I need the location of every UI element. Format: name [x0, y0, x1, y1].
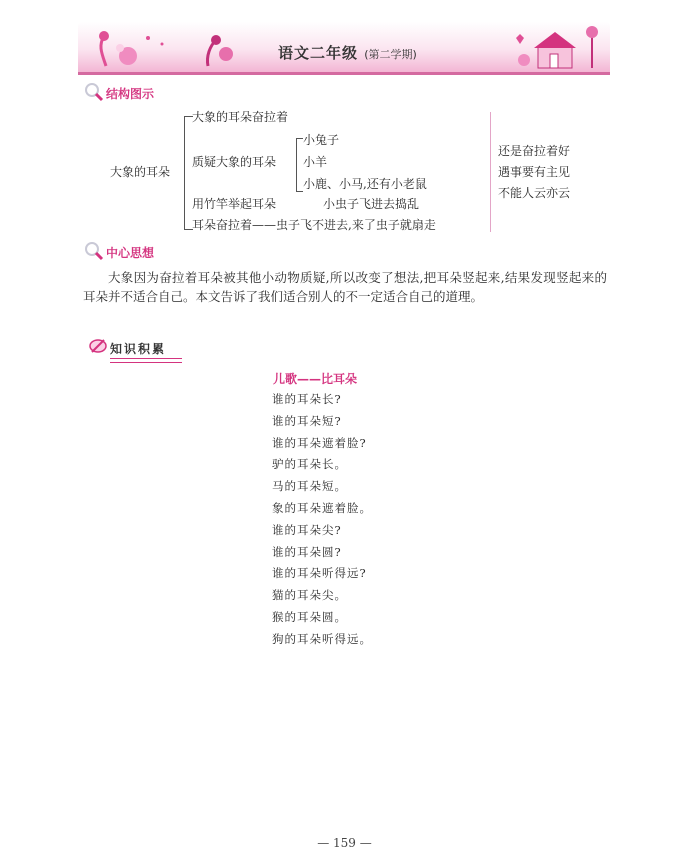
knowledge-underline — [110, 358, 182, 363]
pencil-icon — [88, 336, 108, 356]
structure-branch-3: 用竹竿举起耳朵 — [192, 197, 277, 211]
central-idea-paragraph — [83, 268, 607, 306]
header-rule — [78, 72, 610, 75]
structure-conclusion-3: 不能人云亦云 — [498, 186, 571, 200]
book-title: 语文二年级 — [278, 44, 359, 62]
section-title-structure: 结构图示 — [106, 87, 155, 101]
poem-line: 驴的耳朵长。 — [272, 457, 347, 472]
central-idea-text: 大象因为奋拉着耳朵被其他小动物质疑,所以改变了想法,把耳朵竖起来,结果发现竖起来的耳朵并不适合自己。本文告诉了我们适合别人的不一定适合自己的道理。 — [83, 270, 607, 304]
poem-line: 谁的耳朵长? — [272, 392, 342, 406]
page-number: — 159 — — [317, 836, 372, 850]
poem-line: 谁的耳朵圆? — [272, 544, 342, 559]
structure-bracket-main — [184, 116, 193, 230]
structure-conclusion-1: 还是奋拉着好 — [498, 144, 571, 158]
structure-branch-2: 质疑大象的耳朵 — [192, 155, 277, 169]
flower-decoration-icon — [88, 26, 238, 72]
structure-conclusion-2: 遇事要有主见 — [498, 165, 571, 179]
semester-label: (第二学期) — [364, 48, 417, 61]
poem-title: 儿歌——比耳朵 — [273, 372, 358, 386]
poem-line: 谁的耳朵遮着脸? — [272, 435, 367, 450]
poem-line: 猴的耳朵圆。 — [272, 609, 347, 624]
poem-line: 象的耳朵遮着脸。 — [272, 500, 372, 515]
structure-branch-3-result: 小虫子飞进去捣乱 — [323, 197, 420, 211]
house-decoration-icon — [508, 22, 608, 72]
structure-sub-2: 小羊 — [303, 155, 328, 169]
magnifier-icon — [84, 82, 104, 102]
section-title-central-idea: 中心思想 — [106, 246, 155, 260]
poem-body — [272, 389, 372, 651]
structure-branch-4: 耳朵奋拉着——虫子飞不进去,来了虫子就扇走 — [192, 218, 436, 232]
structure-sub-1: 小兔子 — [303, 133, 340, 147]
poem-line: 谁的耳朵听得远? — [272, 566, 367, 581]
poem-line: 猫的耳朵尖。 — [272, 588, 347, 603]
magnifier-icon — [84, 241, 104, 261]
structure-sub-3: 小鹿、小马,还有小老鼠 — [303, 177, 427, 191]
poem-line: 谁的耳朵短? — [272, 413, 342, 428]
section-title-knowledge: 知识积累 — [110, 342, 167, 356]
structure-branch-1: 大象的耳朵奋拉着 — [192, 110, 289, 124]
poem-line: 马的耳朵短。 — [272, 479, 347, 494]
structure-root: 大象的耳朵 — [110, 165, 171, 179]
poem-line: 狗的耳朵听得远。 — [272, 631, 372, 646]
poem-line: 谁的耳朵尖? — [272, 522, 342, 537]
page-header — [78, 22, 610, 74]
structure-bracket-sub — [296, 138, 303, 192]
header-title — [278, 42, 417, 63]
structure-divider — [490, 112, 491, 232]
